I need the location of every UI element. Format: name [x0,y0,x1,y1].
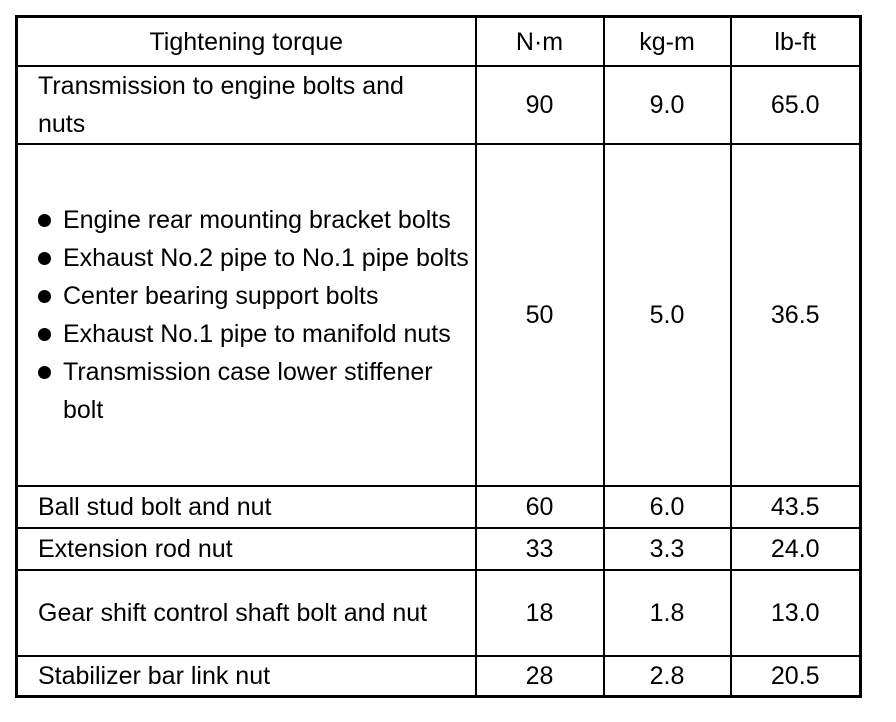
row-lbft: 20.5 [731,656,861,697]
table-row [17,528,861,570]
row-lbft: 13.0 [731,570,861,656]
torque-table [15,15,862,698]
bullet-icon [38,328,51,341]
row-item: Gear shift control shaft bolt and nut [17,570,476,656]
row-kgm: 5.0 [604,144,731,486]
row-kgm: 6.0 [604,486,731,528]
table-row [17,570,861,656]
list-item [38,315,471,353]
row-lbft: 65.0 [731,66,861,144]
row-kgm: 1.8 [604,570,731,656]
row-kgm: 3.3 [604,528,731,570]
header-lbft: lb-ft [731,17,861,67]
header-row [17,17,861,67]
table-row [17,656,861,697]
table-row [17,486,861,528]
header-tightening-torque: Tightening torque [17,17,476,67]
list-item [38,201,471,239]
row-item: Ball stud bolt and nut [17,486,476,528]
bullet-icon [38,290,51,303]
row-nm: 28 [476,656,604,697]
row-lbft: 36.5 [731,144,861,486]
bullet-list [38,201,471,429]
bullet-icon [38,252,51,265]
row-nm: 33 [476,528,604,570]
row-nm: 18 [476,570,604,656]
list-item-label: Center bearing support bolts [63,282,379,310]
list-item-label: Exhaust No.1 pipe to manifold nuts [63,320,451,348]
row-nm: 90 [476,66,604,144]
row-item-list [17,144,476,486]
bullet-icon [38,366,51,379]
row-lbft: 43.5 [731,486,861,528]
bullet-icon [38,214,51,227]
list-item [38,239,471,277]
row-nm: 50 [476,144,604,486]
row-item: Transmission to engine bolts and nuts [17,66,476,144]
row-nm: 60 [476,486,604,528]
header-kgm: kg-m [604,17,731,67]
list-item [38,353,471,429]
row-lbft: 24.0 [731,528,861,570]
table-row [17,66,861,144]
row-kgm: 2.8 [604,656,731,697]
header-nm: N·m [476,17,604,67]
list-item-label: Engine rear mounting bracket bolts [63,206,451,234]
row-item: Extension rod nut [17,528,476,570]
row-item: Stabilizer bar link nut [17,656,476,697]
table-row [17,144,861,486]
row-kgm: 9.0 [604,66,731,144]
list-item-label: Exhaust No.2 pipe to No.1 pipe bolts [63,244,469,272]
list-item [38,277,471,315]
list-item-label: Transmission case lower stiffener bolt [63,358,433,424]
